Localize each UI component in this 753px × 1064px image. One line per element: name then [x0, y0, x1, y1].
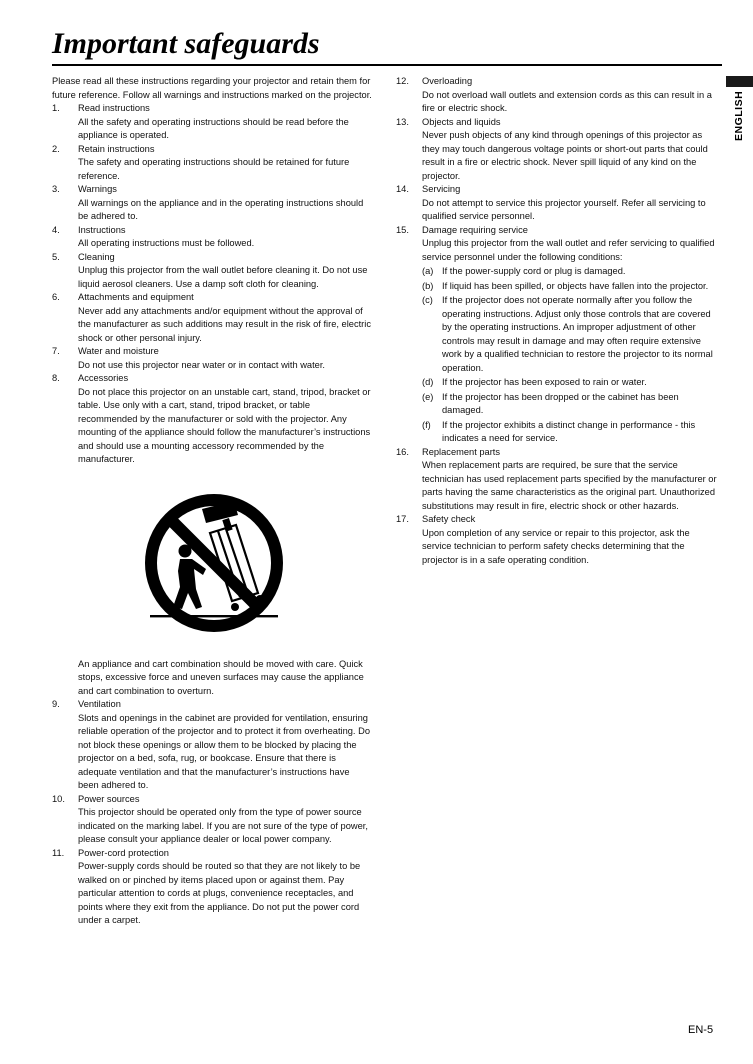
item-body: Never add any attachments and/or equipment without the approval of the manufacturer as such additions may result in the risk of fire, electric shock or other personal injury.	[78, 305, 371, 343]
item-number: 9.	[52, 699, 60, 709]
condition-letter: (a)	[422, 266, 434, 276]
safeguard-item	[396, 446, 718, 514]
safeguard-list-part2	[52, 698, 372, 928]
item-heading: Objects and liquids	[422, 116, 501, 127]
item-body: Do not overload wall outlets and extension cords as this can result in a fire or electric shock.	[422, 89, 712, 113]
intro-paragraph: Please read all these instructions regarding your projector and retain them for future reference. Follow all warnings and instructions marked on the projector.	[52, 76, 372, 100]
condition-letter: (c)	[422, 295, 433, 305]
item-body: All warnings on the appliance and in the operating instructions should be adhered to.	[78, 197, 364, 221]
item-body: All the safety and operating instructions should be read before the appliance is operated.	[78, 116, 349, 140]
item-heading: Water and moisture	[78, 346, 159, 356]
damage-condition	[422, 280, 718, 294]
item-number: 15.	[396, 224, 409, 235]
safeguard-item-damage	[396, 224, 718, 446]
damage-condition	[422, 294, 718, 375]
safeguard-item	[52, 372, 372, 467]
item-number: 16.	[396, 446, 409, 457]
cart-tip-over-warning-icon	[140, 489, 288, 637]
item-heading: Safety check	[422, 514, 476, 524]
safeguard-item	[396, 513, 718, 567]
condition-letter: (f)	[422, 419, 431, 430]
item-number: 7.	[52, 346, 60, 356]
safeguard-item	[52, 143, 372, 184]
safeguard-item	[52, 698, 372, 793]
item-number: 5.	[52, 251, 60, 262]
damage-condition	[422, 376, 718, 390]
item-number: 10.	[52, 793, 65, 804]
item-body: Do not attempt to service this projector yourself. Refer all servicing to qualified service personnel.	[422, 197, 706, 221]
item-heading: Servicing	[422, 184, 461, 194]
language-tab-marker	[726, 76, 753, 87]
page-number: EN-5	[688, 1024, 714, 1036]
damage-condition	[422, 419, 718, 446]
damage-condition-list	[422, 265, 718, 446]
item-number: 17.	[396, 514, 409, 524]
item-heading: Ventilation	[78, 699, 121, 709]
item-body: Never push objects of any kind through openings of this projector as they may touch dangerous voltage points or short-out parts that could result in a fire or electric shock. Never spill liquid of any kind on the projector.	[422, 130, 708, 181]
item-number: 8.	[52, 373, 60, 383]
safeguard-item	[52, 291, 372, 345]
item-number: 13.	[396, 116, 409, 127]
safeguard-item	[52, 224, 372, 251]
safeguard-item	[52, 793, 372, 847]
item-heading: Damage requiring service	[422, 224, 528, 235]
item-number: 3.	[52, 184, 60, 194]
language-tab-label: ENGLISH	[733, 90, 745, 141]
item-body: Do not use this projector near water or in contact with water.	[78, 359, 326, 370]
cart-warning-figure	[52, 489, 372, 637]
item-number: 6.	[52, 292, 60, 302]
item-body: When replacement parts are required, be sure that the service technician has used replacement parts specified by the manufacturer or parts having the same characteristics as the original part. Unauthorized substitutions may result in fire, electric shock or other hazards.	[422, 460, 717, 511]
safeguard-item	[396, 183, 718, 224]
item-body: Do not place this projector on an unstable cart, stand, tripod, bracket or table. Use only with a cart, stand, tripod bracket, or table recommended by the manufacturer or sold with the projector. Any mounting of the appliance should follow the manufacturer’s instructions and should use a mounting accessory recommended by the manufacturer.	[78, 386, 371, 464]
item-number: 4.	[52, 224, 60, 235]
condition-letter: (e)	[422, 391, 434, 402]
item-number: 12.	[396, 76, 409, 86]
condition-letter: (d)	[422, 377, 434, 387]
cart-caption: An appliance and cart combination should be moved with care. Quick stops, excessive force and uneven surfaces may cause the appliance and cart combination to overturn.	[78, 658, 364, 696]
condition-text: If liquid has been spilled, or objects have fallen into the projector.	[442, 280, 709, 291]
condition-text: If the projector does not operate normally after you follow the operating instructions. Adjust only those controls that are covered by the operating instructions. An improper adjustment of other controls may result in damage and may often require extensive work by a qualified technician to restore the projector to its normal operation.	[442, 295, 713, 373]
item-heading: Read instructions	[78, 103, 150, 113]
safeguard-item	[52, 102, 372, 143]
safeguard-list-part1	[52, 102, 372, 467]
item-body: Unplug this projector from the wall outlet and refer servicing to qualified service personnel under the following conditions:	[422, 238, 715, 262]
right-column	[396, 75, 718, 567]
condition-text: If the power-supply cord or plug is damaged.	[442, 266, 626, 276]
item-body: Upon completion of any service or repair to this projector, ask the service technician to perform safety checks determining that the projector is in a safe operating condition.	[422, 527, 690, 565]
item-body: Unplug this projector from the wall outlet before cleaning it. Do not use liquid aerosol cleaners. Use a damp soft cloth for cleaning.	[78, 265, 368, 289]
left-column	[52, 75, 372, 928]
item-heading: Power sources	[78, 793, 140, 804]
item-heading: Replacement parts	[422, 446, 501, 457]
condition-letter: (b)	[422, 280, 434, 291]
item-number: 14.	[396, 184, 409, 194]
item-body: Power-supply cords should be routed so that they are not likely to be walked on or pinched by items placed upon or against them. Pay particular attention to cords at plugs, convenience receptacles, and points where they exit from the appliance. Do not put the power cord under a carpet.	[78, 861, 361, 925]
title-rule	[52, 64, 722, 66]
item-heading: Attachments and equipment	[78, 292, 194, 302]
item-heading: Retain instructions	[78, 143, 155, 154]
damage-condition	[422, 265, 718, 279]
item-heading: Accessories	[78, 373, 129, 383]
item-number: 1.	[52, 103, 60, 113]
page-title: Important safeguards	[52, 27, 320, 60]
item-number: 11.	[52, 847, 65, 858]
item-body: This projector should be operated only from the type of power source indicated on the marking label. If you are not sure of the type of power, please consult your appliance dealer or local power company.	[78, 807, 368, 844]
damage-condition	[422, 391, 718, 418]
item-body: Slots and openings in the cabinet are provided for ventilation, ensuring reliable operation of the projector and to protect it from overheating. Do not block these openings or allow them to be blocked by placing the projector on a bed, sofa, rug, or bookcase. Ensure that there is adequate ventilation and that the manufacturer’s instructions have been adhered to.	[78, 712, 370, 790]
safeguard-item	[52, 847, 372, 928]
item-heading: Warnings	[78, 184, 117, 194]
item-heading: Overloading	[422, 76, 473, 86]
safeguard-item	[52, 251, 372, 292]
item-heading: Power-cord protection	[78, 847, 169, 858]
item-body: All operating instructions must be followed.	[78, 238, 255, 248]
condition-text: If the projector has been dropped or the cabinet has been damaged.	[442, 391, 679, 415]
safeguard-item	[396, 75, 718, 116]
condition-text: If the projector has been exposed to rain or water.	[442, 377, 647, 387]
safeguard-item	[52, 183, 372, 224]
item-heading: Cleaning	[78, 251, 115, 262]
safeguard-item	[396, 116, 718, 184]
item-body: The safety and operating instructions should be retained for future reference.	[78, 157, 350, 181]
condition-text: If the projector exhibits a distinct change in performance - this indicates a need for service.	[442, 419, 696, 443]
safeguard-item	[52, 345, 372, 372]
item-heading: Instructions	[78, 224, 126, 235]
item-number: 2.	[52, 143, 60, 154]
